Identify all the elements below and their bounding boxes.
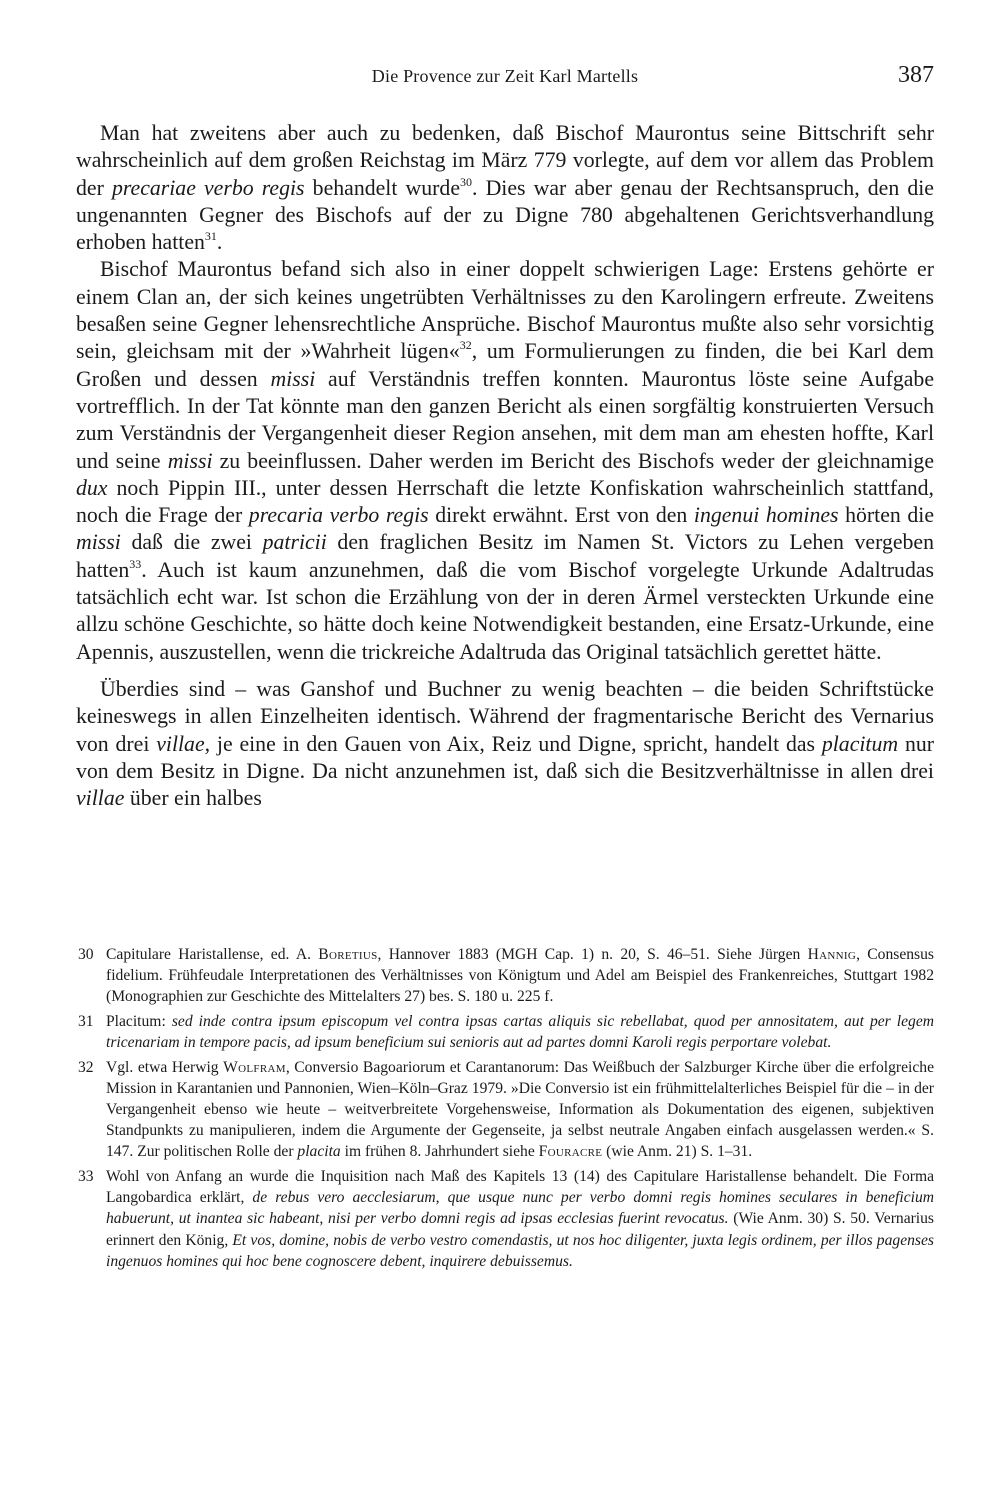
footnote-ref-31[interactable]: 31 bbox=[204, 229, 217, 244]
footnote-31: 31 Placitum: sed inde contra ipsum episcopum vel contra ipsas cartas aliquis sic rebellabat, quod per annositatem, aut per legem tricenariam in tempore pacis, ad ipsum beneficium sui senioris aut ad partes domni Karoli regis perportare volebat. bbox=[78, 1012, 935, 1052]
page-number: 387 bbox=[898, 62, 934, 88]
footnote-number: 32 bbox=[78, 1058, 94, 1076]
footnote-ref-32[interactable]: 32 bbox=[459, 338, 472, 353]
paragraph-2: Bischof Maurontus befand sich also in einer doppelt schwierigen Lage: Erstens gehörte er einem Clan an, der sich keines ungetrübten Verhältnisses zu den Karolingern erfreute. Zweitens besaßen seine Gegner lehensrechtliche Ansprüche. Bischof Maurontus mußte also sehr vorsichtig sein, gleichsam mit der »Wahrheit lügen«$^{32}$, um Formulierungen zu finden, die bei Karl dem Großen und dessen missi auf Verständnis treffen konnten. Maurontus löste seine Aufgabe vortrefflich. In der Tat könnte man den ganzen Bericht als einen sorgfältig konstruierten Versuch zum Verständnis der Vergangenheit dieser Region ansehen, mit dem man am ehesten hoffte, Karl und seine missi zu beeinflussen. Daher werden im Bericht des Bischofs weder der gleichnamige dux noch Pippin III., unter dessen Herrschaft die letzte Konfiskation wahrscheinlich stattfand, noch die Frage der precaria verbo regis direkt erwähnt. Erst von den ingenui homines hörten die missi daß die zwei patricii den fraglichen Besitz im Namen St. Victors zu Lehen vergeben hatten$^{33}$. Auch ist kaum anzunehmen, daß die vom Bischof vorgelegte Urkunde Adaltrudas tatsächlich echt war. Ist schon die Erzählung von der in deren Ärmel versteckten Urkunde eine allzu schöne Geschichte, so hätte doch keine Notwendigkeit bestanden, eine Ersatz-Urkunde, eine Apennis, auszustellen, wenn die trickreiche Adaltruda das Original tatsächlich gerettet hätte. bbox=[76, 257, 935, 664]
running-title: Die Provence zur Zeit Karl Martells bbox=[371, 66, 639, 86]
footnote-32: 32 Vgl. etwa Herwig Wolfram, Conversio Bagoariorum et Carantanorum: Das Weißbuch der Salzburger Kirche über die erfolgreiche Mission in Karantanien und Pannonien, Wien–Köln–Graz 1979. »Die Conversio ist ein frühmittelalterliches Beispiel für die – in der Vergangenheit ebenso wie heute – weitverbreitete Vorgehensweise, Information als Dokumentation des eigenen, subjektiven Standpunkts zu manipulieren, indem die Argumente der Gegenseite, ja selbst neutrale Angaben einfach ausgelassen werden.« S. 147. Zur politischen Rolle der placita im frühen 8. Jahrhundert siehe Fouracre (wie Anm. 21) S. 1–31. bbox=[78, 1058, 935, 1161]
paragraph-1: Man hat zweitens aber auch zu bedenken, daß Bischof Maurontus seine Bittschrift sehr wahrscheinlich auf dem großen Reichstag im März 779 vorlegte, auf dem vor allem das Problem der precariae verbo regis behandelt wurde$^{30}$. Dies war aber genau der Rechtsanspruch, den die ungenannten Gegner des Bischofs auf der zu Digne 780 abgehaltenen Gerichtsverhandlung erhoben hatten$^{31}$. bbox=[76, 121, 934, 255]
footnote-number: 33 bbox=[78, 1167, 94, 1185]
running-head bbox=[76, 62, 934, 92]
footnote-33: 33 Wohl von Anfang an wurde die Inquisition nach Maß des Kapitels 13 (14) des Capitulare Haristallense behandelt. Die Forma Langobardica erklärt, de rebus vero aecclesiarum, que usque nunc per verbo domni regis homines seculares in beneficium habuerunt, ut inantea sic habeant, nisi per verbo domni regis ad ipsas ecclesias fuerint revocatus. (Wie Anm. 30) S. 50. Vernarius erinnert den König, Et vos, domine, nobis de verbo vestro comendastis, ut nos hoc diligenter, juxta legis ordinem, per illos pagenses ingenuos homines qui hoc bene cognoscere debent, inquirere debuissemus. bbox=[78, 1167, 935, 1270]
footnote-ref-30[interactable]: 30 bbox=[460, 174, 472, 189]
footnotes bbox=[76, 944, 934, 1275]
main-text bbox=[76, 120, 934, 812]
footnote-number: 30 bbox=[78, 946, 94, 963]
paragraph-3: Überdies sind – was Ganshof und Buchner zu wenig beachten – die beiden Schriftstücke keineswegs in allen Einzelheiten identisch. Während der fragmentarische Bericht des Vernarius von drei villae, je eine in den Gauen von Aix, Reiz und Digne, spricht, handelt das placitum nur von dem Besitz in Digne. Da nicht anzunehmen ist, daß sich die Besitzverhältnisse in allen drei villae über ein halbes bbox=[76, 676, 934, 811]
footnote-30: 30 Capitulare Haristallense, ed. A. Boretius, Hannover 1883 (MGH Cap. 1) n. 20, S. 46–51. Siehe Jürgen Hannig, Consensus fidelium. Frühfeudale Interpretationen des Verhältnisses von Königtum und Adel am Beispiel des Frankenreiches, Stuttgart 1982 (Monographien zur Geschichte des Mittelalters 27) bes. S. 180 u. 225 f. bbox=[78, 946, 934, 1006]
footnote-ref-33[interactable]: 33 bbox=[129, 556, 142, 571]
footnote-number: 31 bbox=[78, 1012, 94, 1030]
